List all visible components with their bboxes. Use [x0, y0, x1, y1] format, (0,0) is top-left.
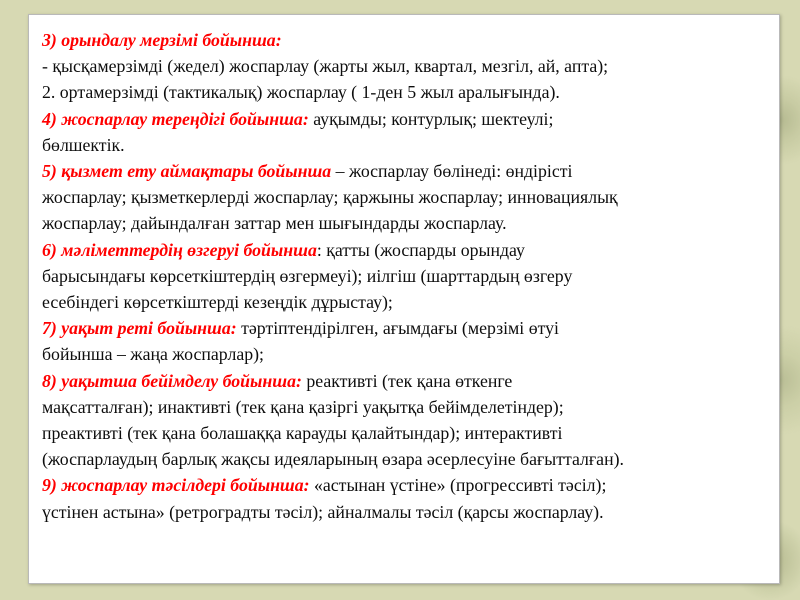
text-line: [42, 27, 769, 53]
line-heading: 3) орындалу мерзімі бойынша:: [42, 30, 282, 50]
line-text: - қысқамерзімді (жедел) жоспарлау (жарты жыл, квартал, мезгіл, ай, апта);: [42, 56, 609, 77]
text-line: [42, 53, 769, 79]
text-line: [42, 315, 769, 341]
slide-content: [28, 14, 780, 584]
text-line: [42, 132, 769, 158]
text-line: [42, 394, 769, 420]
line-heading: 4) жоспарлау тереңдігі бойынша:: [42, 108, 309, 129]
line-text: жоспарлау; дайындалған заттар мен шығындарды жоспарлау.: [42, 213, 507, 234]
line-text: реактивті (тек қана өткенге: [301, 370, 513, 391]
line-text: барысындағы көрсеткіштердің өзгермеуі); иілгіш (шарттардың өзгеру: [42, 265, 573, 286]
line-text: «астынан үстіне» (прогрессивті тәсіл);: [309, 475, 607, 496]
text-line: [42, 420, 769, 446]
text-line: [42, 106, 769, 132]
text-line: [42, 263, 769, 289]
line-heading: 6) мәліметтердің өзгеруі бойынша: [42, 239, 317, 260]
line-text: жоспарлау; қызметкерлерді жоспарлау; қаржыны жоспарлау; инновациялық: [42, 187, 618, 208]
line-text: преактивті (тек қана болашаққа карауды қалайтындар); интерактивті: [42, 423, 563, 444]
line-text: : қатты (жоспарды орындау: [316, 239, 525, 260]
line-heading: 5) қызмет ету аймақтары бойынша: [42, 161, 336, 182]
line-text: 2. ортамерзімді (тактикалық) жоспарлау ( 1-ден 5 жыл аралығында).: [42, 82, 560, 103]
line-text: үстінен астына» (ретроградты тәсіл); айналмалы тәсіл (қарсы жоспарлау).: [42, 501, 604, 522]
text-line: [42, 184, 769, 210]
line-text: мақсатталған); инактивті (тек қана қазіргі уақытқа бейімделетіндер);: [42, 396, 564, 417]
line-text: – жоспарлау бөлінеді: өндірісті: [335, 161, 573, 182]
text-line: [42, 499, 769, 525]
line-text: (жоспарлаудың барлық жақсы идеяларының өзара әсерлесуіне бағытталған).: [42, 449, 624, 470]
line-heading: 9) жоспарлау тәсілдері бойынша:: [42, 475, 310, 496]
line-text: бөлшектік.: [42, 134, 125, 155]
text-line: [42, 210, 769, 236]
text-line: [42, 237, 769, 263]
line-heading: 7) уақыт реті бойынша:: [42, 318, 237, 339]
line-text: есебіндегі көрсеткіштерді кезеңдік дұрыстау);: [42, 292, 393, 313]
text-line: [42, 472, 769, 498]
text-line: [42, 446, 769, 472]
line-heading: 8) уақытша бейімделу бойынша:: [42, 370, 302, 391]
text-line: [42, 79, 769, 105]
line-text: бойынша – жаңа жоспарлар);: [42, 344, 264, 365]
text-line: [42, 341, 769, 367]
line-text: тәртіптендірілген, ағымдағы (мерзімі өтуі: [236, 318, 559, 339]
text-line: [42, 289, 769, 315]
text-line: [42, 368, 769, 394]
line-text: ауқымды; контурлық; шектеулі;: [308, 108, 554, 129]
text-line: [42, 158, 769, 184]
